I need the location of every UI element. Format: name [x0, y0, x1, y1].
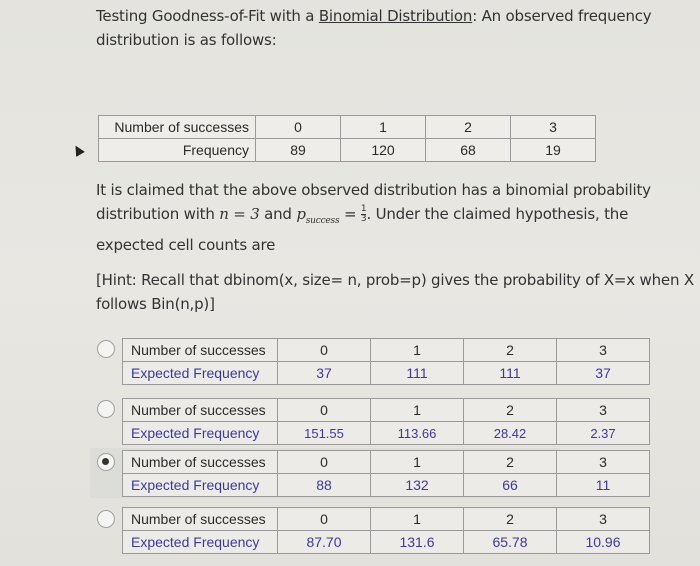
- cell: 0: [278, 508, 371, 531]
- claim-text: [96, 178, 651, 257]
- question-intro: [96, 4, 651, 52]
- frac-num: 1: [360, 204, 367, 214]
- cell: 0: [278, 399, 371, 422]
- cell: 132: [371, 474, 464, 497]
- table-row: [123, 508, 650, 531]
- row-label: Expected Frequency: [123, 422, 278, 445]
- cell: 3: [557, 508, 650, 531]
- row-label: Expected Frequency: [123, 362, 278, 385]
- cell: 28.42: [464, 422, 557, 445]
- row-label: Frequency: [99, 139, 256, 162]
- p-symbol: p: [296, 205, 306, 223]
- p-subscript: success: [305, 216, 340, 226]
- table-row: [123, 339, 650, 362]
- claim-line3: expected cell counts are: [96, 236, 276, 254]
- cell: 1: [371, 339, 464, 362]
- cell: 89: [256, 139, 341, 162]
- cell: 131.6: [371, 531, 464, 554]
- cell: 3: [557, 451, 650, 474]
- claim-line2b: . Under the claimed hypothesis, the: [366, 205, 629, 223]
- option-3-table[interactable]: [122, 450, 650, 497]
- math-p: [296, 205, 340, 226]
- frac-den: 3: [360, 214, 367, 224]
- cell: 2: [426, 116, 511, 139]
- intro-text-line2: distribution is as follows:: [96, 31, 277, 49]
- cell: 2: [464, 399, 557, 422]
- option-3-radio-selected[interactable]: [97, 453, 115, 471]
- cell: 2: [464, 508, 557, 531]
- row-label: Number of successes: [123, 451, 278, 474]
- row-label: Number of successes: [123, 339, 278, 362]
- equals: =: [339, 205, 361, 223]
- cell: 113.66: [371, 422, 464, 445]
- claim-and: and: [259, 205, 297, 223]
- cell: 111: [464, 362, 557, 385]
- row-label: Number of successes: [99, 116, 256, 139]
- row-label: Number of successes: [123, 508, 278, 531]
- cell: 0: [256, 116, 341, 139]
- mouse-cursor-icon: [71, 143, 85, 157]
- cell: 151.55: [278, 422, 371, 445]
- table-row: [123, 531, 650, 554]
- table-row: [123, 474, 650, 497]
- cell: 11: [557, 474, 650, 497]
- option-2-radio[interactable]: [97, 400, 115, 418]
- cell: 1: [371, 508, 464, 531]
- cell: 1: [371, 399, 464, 422]
- intro-text-suffix: : An observed frequency: [472, 7, 652, 25]
- cell: 87.70: [278, 531, 371, 554]
- option-4-radio[interactable]: [97, 510, 115, 528]
- intro-text: Testing Goodness-of-Fit with a: [96, 7, 319, 25]
- hint-line2: follows Bin(n,p)]: [96, 295, 215, 313]
- row-label: Number of successes: [123, 399, 278, 422]
- cell: 1: [341, 116, 426, 139]
- cell: 1: [371, 451, 464, 474]
- hint-text: [96, 268, 694, 316]
- claim-line1: It is claimed that the above observed distribution has a binomial probability: [96, 181, 651, 199]
- math-n: n = 3: [219, 205, 260, 223]
- option-1-radio[interactable]: [97, 340, 115, 358]
- cell: 66: [464, 474, 557, 497]
- cell: 68: [426, 139, 511, 162]
- cell: 3: [557, 399, 650, 422]
- table-row: [123, 422, 650, 445]
- table-row: [123, 451, 650, 474]
- cell: 19: [511, 139, 596, 162]
- cell: 2.37: [557, 422, 650, 445]
- option-2-table[interactable]: [122, 398, 650, 445]
- cell: 2: [464, 339, 557, 362]
- row-label: Expected Frequency: [123, 474, 278, 497]
- cell: 0: [278, 451, 371, 474]
- cell: 3: [557, 339, 650, 362]
- cell: 120: [341, 139, 426, 162]
- cell: 111: [371, 362, 464, 385]
- claim-line2a: distribution with: [96, 205, 220, 223]
- cell: 37: [278, 362, 371, 385]
- row-label: Expected Frequency: [123, 531, 278, 554]
- cell: 10.96: [557, 531, 650, 554]
- binomial-distribution-link[interactable]: Binomial Distribution: [318, 7, 473, 25]
- cell: 0: [278, 339, 371, 362]
- table-row: [99, 139, 596, 162]
- option-1-table[interactable]: [122, 338, 650, 385]
- cell: 65.78: [464, 531, 557, 554]
- hint-line1: [Hint: Recall that dbinom(x, size= n, prob=p) gives the probability of X=x when X: [96, 271, 694, 289]
- table-row: [99, 116, 596, 139]
- table-row: [123, 399, 650, 422]
- cell: 3: [511, 116, 596, 139]
- option-4-table[interactable]: [122, 507, 650, 554]
- cell: 88: [278, 474, 371, 497]
- observed-frequency-table: [98, 115, 596, 162]
- cell: 37: [557, 362, 650, 385]
- table-row: [123, 362, 650, 385]
- cell: 2: [464, 451, 557, 474]
